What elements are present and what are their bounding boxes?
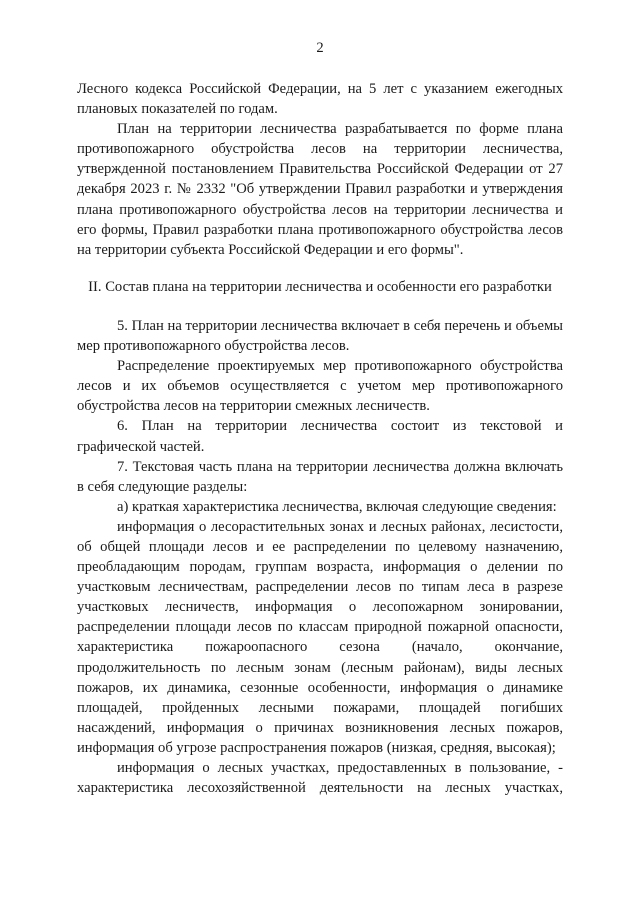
paragraph-item-7: 7. Текстовая часть плана на территории лесничества должна включать в себя следующие разделы:	[77, 458, 563, 495]
page-number: 2	[316, 40, 324, 56]
paragraph-land-plots: информация о лесных участках, предоставленных в пользование, - характеристика лесохозяйственной деятельности на лесных участках,	[77, 760, 563, 797]
paragraph-continuation: Лесного кодекса Российской Федерации, на 5 лет с указанием ежегодных плановых показателей по годам.	[77, 81, 563, 118]
paragraph-plan-form: План на территории лесничества разрабатывается по форме плана противопожарного обустройства лесов на территории лесничества, утвержденной постановлением Правительства Российской Федерации от 27 декабря 2023 г. № 2332 "Об утверждении Правил разработки и утверждения плана противопожарного обустройства лесов на территории лесничества и его формы, Правил разработки плана противопожарного обустройства лесов на территории субъекта Российской Федерации и его формы".	[77, 121, 563, 258]
paragraph-distribution: Распределение проектируемых мер противопожарного обустройства лесов и их объемов осуществляется с учетом мер противопожарного обустройства лесов на территории смежных лесничеств.	[77, 358, 563, 415]
section-heading: II. Состав плана на территории лесничества и особенности его разработки	[88, 278, 552, 295]
paragraph-item-7a: а) краткая характеристика лесничества, включая следующие сведения:	[117, 498, 557, 515]
paragraph-zones-info: информация о лесорастительных зонах и лесных районах, лесистости, об общей площади лесов и ее распределении по целевому назначению, преобладающим породам, группам возраста, информация о делении по участковым лесничествам, распределении лесов по типам леса в разрезе участковых лесничеств, информация о лесопожарном зонировании, распределении площади лесов по классам природной пожарной опасности, характеристика пожароопасного сезона (начало, окончание, продолжительность по лесным зонам (лесным районам), виды лесных пожаров, их динамика, сезонные особенности, информация о динамике площадей, пройденных лесными пожарами, площадей погибших насаждений, информация о причинах возникновения лесных пожаров, информация об угрозе распространения пожаров (низкая, средняя, высокая);	[77, 518, 563, 756]
paragraph-item-5: 5. План на территории лесничества включает в себя перечень и объемы мер противопожарного обустройства лесов.	[77, 317, 563, 355]
document-body	[77, 79, 563, 798]
paragraph-item-6: 6. План на территории лесничества состоит из текстовой и графической частей.	[77, 418, 563, 455]
